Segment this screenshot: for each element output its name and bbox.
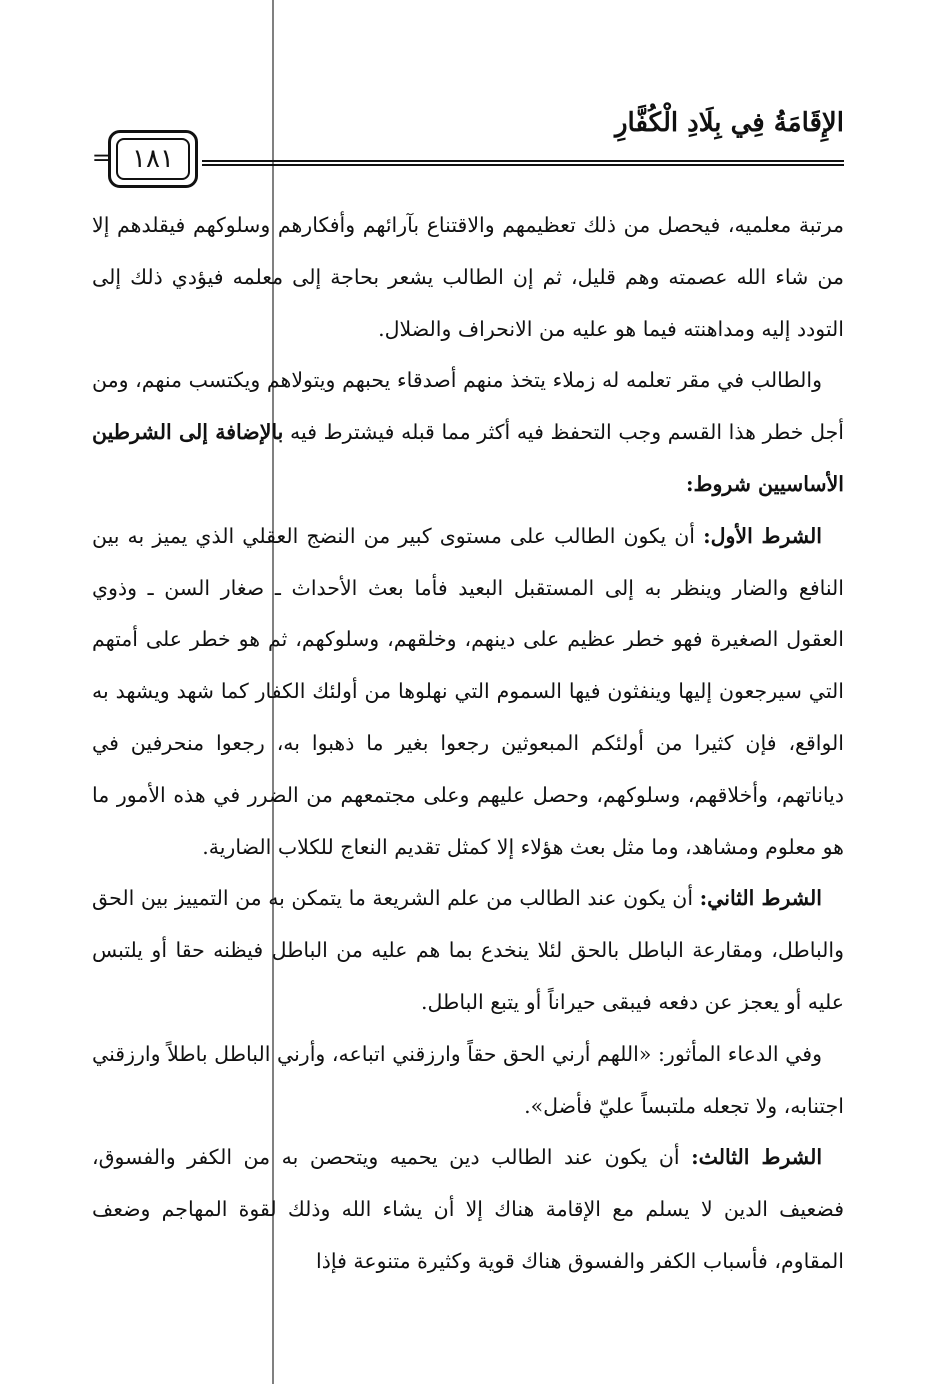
page-number-frame bbox=[108, 130, 198, 188]
condition-2-label: الشرط الثاني: bbox=[699, 886, 822, 911]
paragraph-2-bold: بالإضافة إلى الشرطين الأساسيين شروط: bbox=[92, 420, 844, 496]
paragraph-dua: وفي الدعاء المأثور: «اللهم أرني الحق حقاً وارزقني اتباعه، وأرني الباطل باطلاً وارزقني اجتنابه، ولا تجعله ملتبساً عليّ فأضل». bbox=[92, 1041, 844, 1118]
paragraph-2-text: والطالب في مقر تعلمه له زملاء يتخذ منهم أصدقاء يحبهم ويتولاهم ويكتسب منهم، ومن أجل خطر هذا القسم وجب التحفظ فيه أكثر مما قبله فيشترط فيه bbox=[92, 368, 844, 445]
page-body bbox=[92, 200, 844, 1288]
condition-1-text: أن يكون الطالب على مستوى كبير من النضج العقلي الذي يميز به بين النافع والضار وينظر به إلى المستقبل البعيد فأما بعث الأحداث ـ صغار السن ـ وذوي العقول الصغيرة فهو خطر عظيم على دينهم، وخلقهم، وسلوكهم، ثم هو خطر على أمتهم التي سيرجعون إليها وينفثون فيها السموم التي نهلوها من أولئك الكفار كما شهد ويشهد به الواقع، فإن كثيرا من أولئكم المبعوثين رجعوا بغير ما ذهبوا به، رجعوا منحرفين في دياناتهم، وأخلاقهم، وسلوكهم، وحصل عليهم وعلى مجتمعهم من الضرر في هذه الأمور ما هو معلوم ومشاهد، وما مثل بعث هؤلاء إلا كمثل تقديم النعاج للكلاب الضارية. bbox=[92, 523, 844, 859]
paragraph-condition-1 bbox=[92, 511, 844, 874]
page-header bbox=[92, 108, 844, 190]
condition-2-text: أن يكون عند الطالب من علم الشريعة ما يتمكن به من التمييز بين الحق والباطل، ومقارعة الباطل بالحق لئلا ينخدع بما هم عليه من الباطل فيظنه حقا أو يلتبس عليه أو يعجز عن دفعه فيبقى حيراناً أو يتبع الباطل. bbox=[92, 886, 844, 1014]
paragraph-2 bbox=[92, 355, 844, 510]
page-number: ١٨١ bbox=[116, 138, 190, 180]
header-end-marker: = bbox=[92, 146, 111, 171]
paragraph-1: مرتبة معلميه، فيحصل من ذلك تعظيمهم والاقتناع بآرائهم وأفكارهم وسلوكهم فيقلدهم إلا من شاء الله عصمته وهم قليل، ثم إن الطالب يشعر بحاجة إلى معلمه فيؤدي ذلك إلى التودد إليه ومداهنته فيما هو عليه من الانحراف والضلال. bbox=[92, 213, 844, 341]
book-title: الإِقَامَةُ فِي بِلَادِ الْكُفَّارِ bbox=[615, 108, 844, 138]
condition-1-label: الشرط الأول: bbox=[703, 523, 822, 548]
header-double-rule bbox=[202, 160, 844, 166]
condition-3-label: الشرط الثالث: bbox=[691, 1145, 823, 1170]
condition-3-text: أن يكون عند الطالب دين يحميه ويتحصن به من الكفر والفسوق، فضعيف الدين لا يسلم مع الإقامة هناك إلا أن يشاء الله وذلك لقوة المهاجم وضعف المقاوم، فأسباب الكفر والفسوق هناك قوية وكثيرة متنوعة فإذا bbox=[92, 1145, 844, 1273]
paragraph-condition-3 bbox=[92, 1132, 844, 1287]
paragraph-condition-2 bbox=[92, 873, 844, 1028]
